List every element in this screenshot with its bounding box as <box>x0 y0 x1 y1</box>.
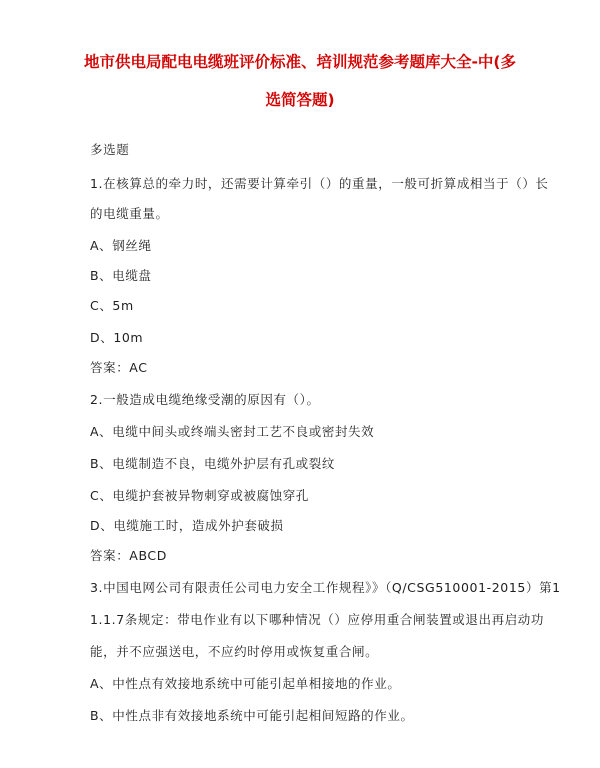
question-1-answer: 答案：AC <box>90 360 148 375</box>
question-1-option-b: B、电缆盘 <box>90 268 152 283</box>
question-1-option-a: A、钢丝绳 <box>90 238 152 253</box>
question-2-option-a: A、电缆中间头或终端头密封工艺不良或密封失效 <box>90 424 375 439</box>
question-2-option-b: B、电缆制造不良，电缆外护层有孔或裂纹 <box>90 456 335 471</box>
question-1-stem-line-1: 1.在核算总的牵力时，还需要计算牵引（）的重量，一般可折算成相当于（）长 <box>90 176 549 191</box>
question-3-option-a: A、中性点有效接地系统中可能引起单相接地的作业。 <box>90 676 401 691</box>
question-3-stem-line-3: 能，并不应强送电，不应约时停用或恢复重合闸。 <box>90 644 379 659</box>
question-1-option-d: D、10m <box>90 330 144 345</box>
question-3-stem-line-2: 1.1.7条规定：带电作业有以下哪种情况（）应停用重合闸装置或退出再启动功 <box>90 612 545 627</box>
document-title-line-1: 地市供电局配电电缆班评价标准、培训规范参考题库大全-中(多 <box>83 53 517 71</box>
document-title-line-2: 选简答题) <box>265 91 335 109</box>
question-2-stem-line-1: 2.一般造成电缆绝缘受潮的原因有（）。 <box>90 392 320 407</box>
question-1-stem-line-2: 的电缆重量。 <box>90 206 169 221</box>
question-3-stem-line-1: 3.中国电网公司有限责任公司电力安全工作规程》》（Q/CSG510001-2015）第1 <box>90 580 561 595</box>
section-label: 多选题 <box>90 142 130 157</box>
question-2-option-d: D、电缆施工时，造成外护套破损 <box>90 518 284 533</box>
question-3-option-b: B、中性点非有效接地系统中可能引起相间短路的作业。 <box>90 708 414 723</box>
question-1-option-c: C、5m <box>90 298 134 313</box>
question-2-answer: 答案：ABCD <box>90 548 167 563</box>
question-2-option-c: C、电缆护套被异物刺穿或被腐蚀穿孔 <box>90 488 309 503</box>
